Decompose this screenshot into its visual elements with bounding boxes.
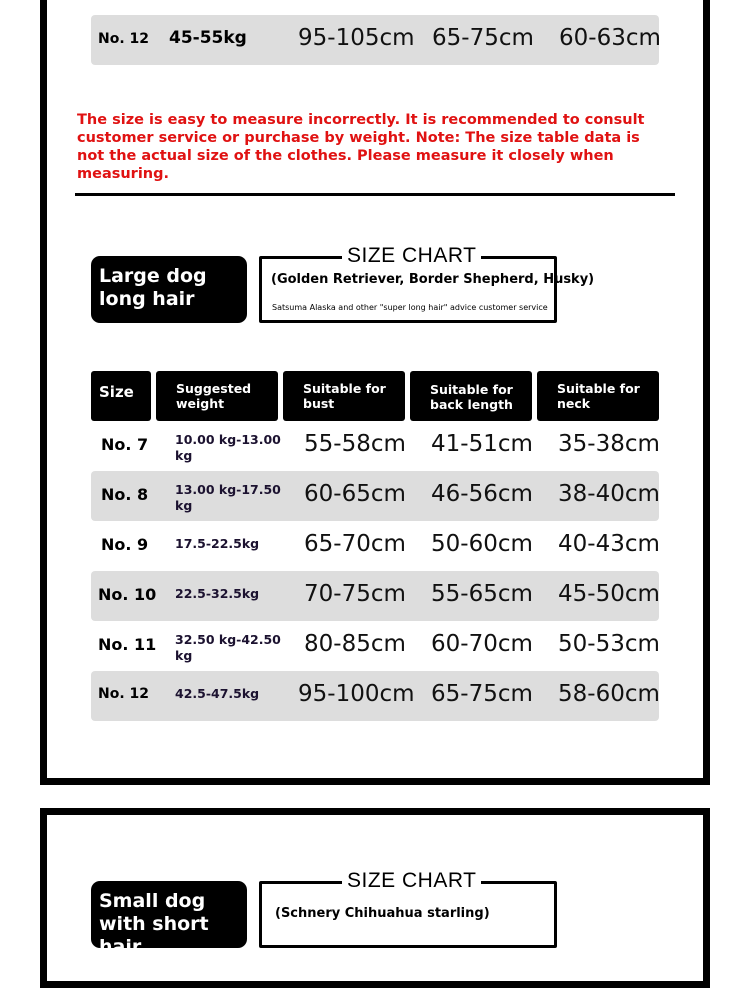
size-cell: No. 11 — [98, 635, 157, 654]
header-line: Suitable for — [303, 381, 386, 396]
back-length-cell: 50-60cm — [431, 531, 533, 557]
back-length-cell: 55-65cm — [431, 581, 533, 607]
weight-cell — [175, 482, 281, 514]
header-line: Suggested — [176, 381, 252, 396]
bust-cell: 95-105cm — [298, 25, 415, 51]
neck-cell: 60-63cm — [559, 25, 661, 51]
bust-cell: 80-85cm — [304, 631, 406, 657]
weight-line: 13.00 kg-17.50 — [175, 482, 281, 497]
header-line: weight — [176, 396, 225, 411]
bust-cell: 95-100cm — [298, 681, 415, 707]
weight-cell — [175, 632, 281, 664]
size-cell: No. 8 — [101, 485, 149, 504]
badge-line: Large dog — [99, 265, 207, 287]
back-length-cell: 41-51cm — [431, 431, 533, 457]
back-length-cell: 46-56cm — [431, 481, 533, 507]
table-row — [91, 521, 659, 571]
weight-line: 22.5-32.5kg — [175, 586, 260, 601]
header-line: neck — [557, 396, 591, 411]
large-dog-badge — [91, 256, 247, 323]
size-cell: No. 7 — [101, 435, 149, 454]
table-row — [91, 621, 659, 671]
header-size: Size — [91, 371, 151, 421]
neck-cell: 58-60cm — [558, 681, 660, 707]
measurement-warning: The size is easy to measure incorrectly. It is recommended to consult customer service or purchase by weight. Note: The size table data is not the actual size of the clothes. Please measure it closely when measuring. — [77, 112, 645, 182]
weight-line: kg — [175, 498, 193, 513]
bust-cell: 65-70cm — [304, 531, 406, 557]
divider — [75, 193, 675, 196]
header-neck — [537, 371, 659, 421]
neck-cell: 40-43cm — [558, 531, 660, 557]
header-line: Suitable for — [557, 381, 640, 396]
weight-cell — [175, 432, 281, 464]
weight-line: 32.50 kg-42.50 — [175, 632, 281, 647]
back-length-cell: 65-75cm — [432, 25, 534, 51]
weight-line: kg — [175, 648, 193, 663]
table-row — [91, 15, 659, 65]
table-row — [91, 671, 659, 721]
bust-cell: 70-75cm — [304, 581, 406, 607]
size-chart-title: SIZE CHART — [342, 244, 481, 268]
weight-cell — [175, 536, 259, 552]
small-dog-badge — [91, 881, 247, 958]
neck-cell: 38-40cm — [558, 481, 660, 507]
header-line: back length — [430, 397, 513, 412]
size-cell: No. 9 — [101, 535, 149, 554]
back-length-cell: 60-70cm — [431, 631, 533, 657]
badge-line: Small dog — [99, 890, 206, 912]
breed-list: (Schnery Chihuahua starling) — [275, 906, 490, 921]
size-chart-title: SIZE CHART — [342, 869, 481, 893]
weight-line: 10.00 kg-13.00 — [175, 432, 281, 447]
header-back-length — [410, 371, 532, 421]
breed-note: Satsuma Alaska and other "super long hair" advice customer service — [272, 303, 548, 312]
neck-cell: 50-53cm — [558, 631, 660, 657]
weight-line: kg — [175, 448, 193, 463]
weight-line: 42.5-47.5kg — [175, 686, 260, 701]
header-weight — [156, 371, 278, 421]
neck-cell: 45-50cm — [558, 581, 660, 607]
header-bust — [283, 371, 405, 421]
size-chart-box — [259, 869, 557, 948]
size-cell: No. 12 — [98, 31, 150, 47]
breed-list: (Golden Retriever, Border Shepherd, Husky) — [271, 272, 595, 287]
table-row — [91, 471, 659, 521]
size-cell: No. 12 — [98, 686, 150, 702]
weight-cell — [175, 686, 259, 702]
weight-cell — [175, 586, 259, 602]
header-line: Suitable for — [430, 382, 513, 397]
neck-cell: 35-38cm — [558, 431, 660, 457]
table-row — [91, 421, 659, 471]
bust-cell: 60-65cm — [304, 481, 406, 507]
weight-line: 17.5-22.5kg — [175, 536, 260, 551]
size-chart-box — [259, 244, 595, 323]
size-cell: No. 10 — [98, 585, 157, 604]
table-row — [91, 571, 659, 621]
weight-cell: 45-55kg — [169, 28, 247, 48]
bust-cell: 55-58cm — [304, 431, 406, 457]
back-length-cell: 65-75cm — [431, 681, 533, 707]
badge-line: long hair — [99, 288, 195, 310]
header-line: bust — [303, 396, 335, 411]
badge-line: with short hair — [99, 913, 209, 958]
